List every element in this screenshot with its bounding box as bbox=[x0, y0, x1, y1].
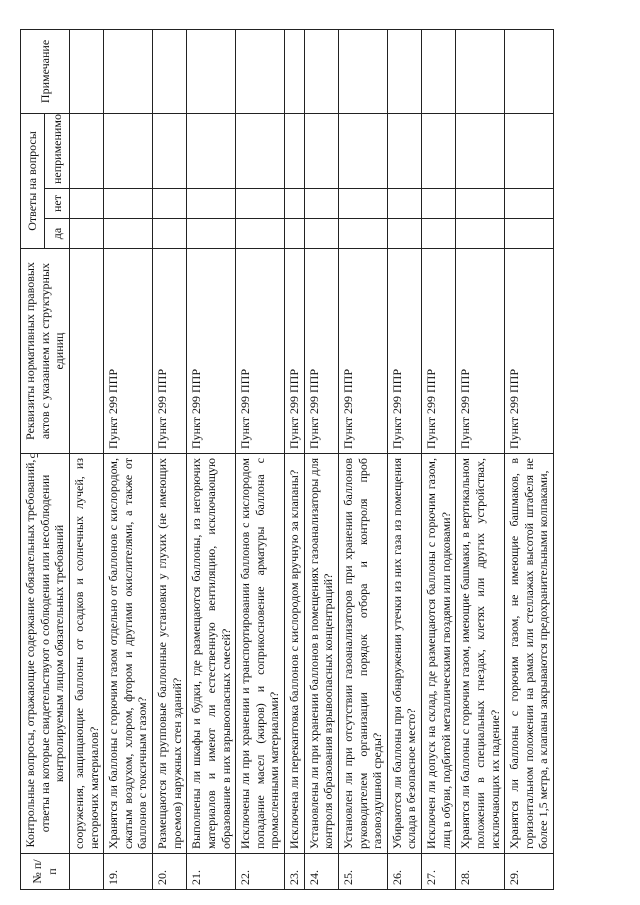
cell-no bbox=[153, 189, 187, 219]
cell-note bbox=[387, 29, 421, 113]
cell-note bbox=[236, 29, 285, 113]
cell-no bbox=[387, 189, 421, 219]
cell-yes bbox=[187, 219, 236, 249]
header-no: нет bbox=[45, 189, 69, 219]
cell-note bbox=[153, 29, 187, 113]
cell-num: 24. bbox=[304, 854, 338, 890]
cell-no bbox=[104, 189, 153, 219]
page-number: 5 bbox=[27, 452, 42, 459]
table-row bbox=[456, 29, 505, 889]
cell-not-applicable bbox=[236, 113, 285, 188]
cell-yes bbox=[456, 219, 505, 249]
cell-question: Установлен ли при отсутствии газоанализаторов при хранении баллонов руководителем организации порядок отбора и контроля проб газовоздушной среды? bbox=[338, 454, 387, 854]
cell-not-applicable bbox=[456, 113, 505, 188]
cell-yes bbox=[236, 219, 285, 249]
cell-ref: Пункт 299 ППР bbox=[338, 249, 387, 454]
cell-yes bbox=[153, 219, 187, 249]
cell-ref: Пункт 299 ППР bbox=[187, 249, 236, 454]
cell-question: сооружения, защищающие баллоны от осадков и солнечных лучей, из негорючих материалов? bbox=[69, 454, 103, 854]
cell-not-applicable bbox=[104, 113, 153, 188]
cell-no bbox=[505, 189, 554, 219]
cell-num: 29. bbox=[505, 854, 554, 890]
cell-yes bbox=[387, 219, 421, 249]
cell-question: Хранятся ли баллоны с горючим газом, имеющие башмаки, в вертикальном положении в специальных гнездах, клетях или других устройствах, исключающих их падение? bbox=[456, 454, 505, 854]
table-row bbox=[104, 29, 153, 889]
table-header bbox=[21, 29, 70, 889]
continuation-row bbox=[69, 29, 103, 889]
cell-question: Установлены ли при хранении баллонов в помещениях газоанализаторы для контроля образования взрывоопасных концентраций? bbox=[304, 454, 338, 854]
header-num: № п/п bbox=[21, 854, 70, 890]
table-row bbox=[387, 29, 421, 889]
cell-question: Убираются ли баллоны при обнаружении утечки из них газа из помещения склада в безопасное место? bbox=[387, 454, 421, 854]
cell-no bbox=[422, 189, 456, 219]
cell-ref: Пункт 299 ППР bbox=[505, 249, 554, 454]
cell-question: Хранятся ли баллоны с горючим газом отдельно от баллонов с кислородом, сжатым воздухом, хлором, фтором и другими окислителями, а также от баллонов с токсичным газом? bbox=[104, 454, 153, 854]
cell-ref: Пункт 299 ППР bbox=[456, 249, 505, 454]
header-yes: да bbox=[45, 219, 69, 249]
table-row bbox=[236, 29, 285, 889]
cell-note bbox=[505, 29, 554, 113]
table-row bbox=[422, 29, 456, 889]
cell-ref: Пункт 299 ППР bbox=[236, 249, 285, 454]
cell-yes bbox=[285, 219, 305, 249]
cell-no bbox=[338, 189, 387, 219]
cell-yes bbox=[422, 219, 456, 249]
header-answers: Ответы на вопросы bbox=[21, 113, 45, 248]
header-questions: Контрольные вопросы, отражающие содержание обязательных требований, ответы на которые свидетельствуют о соблюдении или несоблюдении контролируемым лицом обязательных требований bbox=[21, 454, 70, 854]
cell-yes bbox=[69, 219, 103, 249]
cell-question: Исключен ли допуск на склад, где размещаются баллоны с горючим газом, лиц в обуви, подбитой металлическими гвоздями или подковами? bbox=[422, 454, 456, 854]
cell-not-applicable bbox=[69, 113, 103, 188]
cell-ref bbox=[69, 249, 103, 454]
cell-question: Исключены ли при хранении и транспортировании баллонов с кислородом попадание масел (жиров) и соприкосновение арматуры баллона с промасленными материалами? bbox=[236, 454, 285, 854]
cell-num: 26. bbox=[387, 854, 421, 890]
cell-note bbox=[422, 29, 456, 113]
table-row bbox=[153, 29, 187, 889]
cell-no bbox=[285, 189, 305, 219]
cell-note bbox=[304, 29, 338, 113]
cell-question: Выполнены ли шкафы и будки, где размещаются баллоны, из негорючих материалов и имеют ли естественную вентиляцию, исключающую образование в них взрывоопасных смесей? bbox=[187, 454, 236, 854]
cell-no bbox=[236, 189, 285, 219]
cell-note bbox=[104, 29, 153, 113]
cell-note bbox=[338, 29, 387, 113]
cell-num: 20. bbox=[153, 854, 187, 890]
rotated-table-wrapper bbox=[20, 30, 580, 890]
table-row bbox=[187, 29, 236, 889]
header-note: Примечание bbox=[21, 29, 70, 113]
cell-num: 23. bbox=[285, 854, 305, 890]
cell-not-applicable bbox=[422, 113, 456, 188]
cell-yes bbox=[338, 219, 387, 249]
cell-not-applicable bbox=[505, 113, 554, 188]
cell-not-applicable bbox=[387, 113, 421, 188]
cell-note bbox=[456, 29, 505, 113]
cell-ref: Пункт 299 ППР bbox=[285, 249, 305, 454]
cell-ref: Пункт 299 ППР bbox=[104, 249, 153, 454]
cell-note bbox=[69, 29, 103, 113]
cell-question: Хранятся ли баллоны с горючим газом, не имеющие башмаков, в горизонтальном положении на рамах или стеллажах высотой штабеля не более 1,5 метра, а клапаны закрываются предохранительными колпаками, bbox=[505, 454, 554, 854]
table-row bbox=[505, 29, 554, 889]
table-row bbox=[338, 29, 387, 889]
cell-num: 19. bbox=[104, 854, 153, 890]
cell-not-applicable bbox=[304, 113, 338, 188]
cell-note bbox=[285, 29, 305, 113]
cell-num: 28. bbox=[456, 854, 505, 890]
cell-question: Размещаются ли групповые баллонные установки у глухих (не имеющих проемов) наружных стен зданий? bbox=[153, 454, 187, 854]
cell-num: 25. bbox=[338, 854, 387, 890]
cell-num: 22. bbox=[236, 854, 285, 890]
cell-yes bbox=[505, 219, 554, 249]
cell-not-applicable bbox=[285, 113, 305, 188]
cell-ref: Пункт 299 ППР bbox=[387, 249, 421, 454]
cell-no bbox=[69, 189, 103, 219]
checklist-table bbox=[20, 29, 554, 890]
cell-not-applicable bbox=[187, 113, 236, 188]
cell-ref: Пункт 299 ППР bbox=[153, 249, 187, 454]
cell-ref: Пункт 299 ППР bbox=[422, 249, 456, 454]
table-body bbox=[69, 29, 553, 889]
header-not-applicable: неприменимо bbox=[45, 113, 69, 188]
table-row bbox=[285, 29, 305, 889]
cell-no bbox=[187, 189, 236, 219]
header-requisites: Реквизиты нормативных правовых актов с указанием их структурных единиц bbox=[21, 249, 70, 454]
cell-note bbox=[187, 29, 236, 113]
cell-question: Исключена ли перекантовка баллонов с кислородом вручную за клапаны? bbox=[285, 454, 305, 854]
cell-yes bbox=[104, 219, 153, 249]
cell-ref: Пункт 299 ППР bbox=[304, 249, 338, 454]
cell-num bbox=[69, 854, 103, 890]
cell-yes bbox=[304, 219, 338, 249]
cell-num: 27. bbox=[422, 854, 456, 890]
table-row bbox=[304, 29, 338, 889]
cell-num: 21. bbox=[187, 854, 236, 890]
cell-no bbox=[304, 189, 338, 219]
cell-not-applicable bbox=[153, 113, 187, 188]
cell-no bbox=[456, 189, 505, 219]
cell-not-applicable bbox=[338, 113, 387, 188]
